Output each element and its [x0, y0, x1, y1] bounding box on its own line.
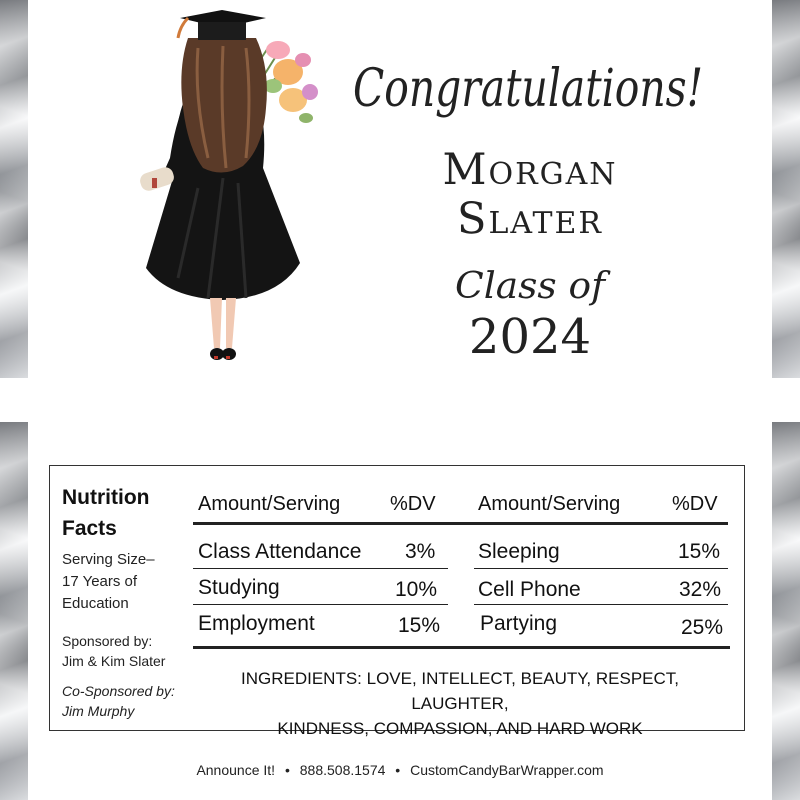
graduate-illustration [128, 8, 328, 380]
row-divider [193, 568, 448, 569]
ingredients-line2: KINDNESS, COMPASSION, AND HARD WORK [277, 719, 643, 738]
ingredients-line1: INGREDIENTS: LOVE, INTELLECT, BEAUTY, RESPECT, LAUGHTER, [240, 669, 680, 713]
item-value-left: 10% [395, 578, 438, 601]
item-label-left: Employment [198, 612, 315, 635]
item-value-right: 32% [679, 578, 722, 601]
sponsored-label: Sponsored by: [62, 633, 153, 649]
header-rule [193, 522, 728, 525]
footer-brand: Announce It! [196, 762, 276, 778]
foil-edge-bottom-right [772, 422, 800, 800]
item-label-right: Sleeping [478, 540, 560, 563]
congratulations-heading [338, 30, 718, 140]
foil-edge-top-right [772, 0, 800, 378]
footer-website: CustomCandyBarWrapper.com [410, 762, 604, 778]
sponsored-names: Jim & Kim Slater [62, 653, 166, 669]
item-value-right: 15% [678, 540, 721, 563]
foil-edge-bottom-left [0, 422, 28, 800]
graduation-year: 2024 [468, 309, 592, 365]
bottom-rule [193, 646, 730, 649]
item-value-right: 25% [681, 616, 724, 639]
cosponsored-names: Jim Murphy [62, 703, 135, 719]
graduate-name [370, 146, 690, 244]
name-first: Morgan [442, 145, 618, 195]
co-sponsored-by [62, 681, 175, 721]
footer-contact [0, 762, 800, 778]
footer-separator: • [395, 762, 401, 778]
row-divider [193, 604, 448, 605]
cosponsored-label: Co-Sponsored by: [62, 683, 175, 699]
header-dv-left: %DV [390, 493, 436, 515]
row-divider [474, 568, 728, 569]
header-amount-right: Amount/Serving [478, 493, 621, 515]
item-label-left: Studying [198, 576, 280, 599]
footer-phone: 888.508.1574 [299, 762, 386, 778]
foil-edge-top-left [0, 0, 28, 378]
header-dv-right: %DV [672, 493, 718, 515]
serving-line3: Education [62, 595, 129, 612]
footer-separator: • [284, 762, 290, 778]
nutrition-title-line2: Facts [62, 517, 117, 540]
serving-size [62, 549, 155, 615]
sponsored-by [62, 631, 165, 671]
graduation-cap-icon [178, 10, 266, 40]
item-value-left: 15% [398, 614, 441, 637]
class-of-text: Class of [455, 266, 611, 307]
item-label-right: Cell Phone [478, 578, 581, 601]
ingredients-text [190, 666, 730, 741]
item-label-right: Partying [480, 612, 558, 635]
name-last: Slater [457, 194, 603, 244]
item-label-left: Class Attendance [198, 540, 362, 563]
header-amount-left: Amount/Serving [198, 493, 341, 515]
greeting-text: Congratulations! [353, 59, 703, 119]
item-value-left: 3% [405, 540, 436, 563]
nutrition-facts-title [62, 482, 149, 544]
serving-line2: 17 Years of [62, 573, 138, 590]
serving-line1: Serving Size– [62, 551, 155, 568]
row-divider [474, 604, 728, 605]
nutrition-title-line1: Nutrition [62, 486, 150, 509]
